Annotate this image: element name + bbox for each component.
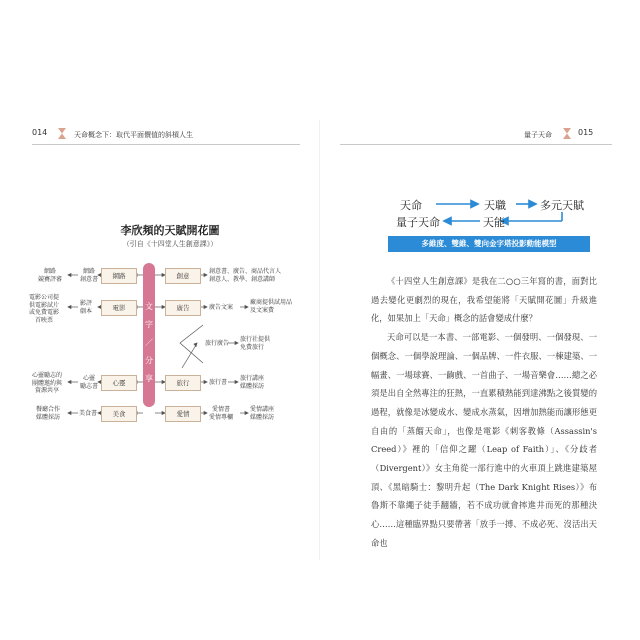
right-far-love: 愛情講座 媒體採訪 (250, 406, 275, 421)
flow-tianneng: 天能 (483, 216, 505, 229)
center-char-4: 分 (145, 356, 153, 365)
right-box-love: 愛情 (165, 406, 201, 422)
row1-outer: 網路 競賽評審 (38, 268, 63, 283)
row2-box: 電影 (101, 300, 137, 316)
right-box-creative: 創意 (165, 268, 201, 284)
row4-mid: 美食書 (79, 410, 98, 417)
row4-box: 美食 (101, 406, 137, 422)
paragraph-2: 天命可以是一本書、一部電影、一個發明、一個發現、一個概念、一個學說理論、一個品牌、一件衣服、一棟建築、一幅畫、一場球賽、一齣戲、一首曲子、一場音樂會……總之必須是出自全然專注的狂熱，一直累積熱能到達沸點之後質變的過程，就像是冰變成水、變成水蒸氣，因增加熱能而讓形態更自由的「蒸餾天命」，也像是電影《刺客教條（Assassin's Creed）》裡的「信仰之躍（Leap of Faith）」、《分歧者（Divergent）》女主角從一部行進中的火車頂上跳進建築屋頂、《黑暗騎士：黎明升起（The Dark Knight Rises）》布魯斯不靠繩子徒手翻牆，若不成功就會摔進井而死的那種決心……這種臨界點只要帶著「放手一搏、不成必死、沒活出天命也 (371, 332, 597, 548)
row2-mid: 影評 劇本 (80, 300, 93, 315)
hourglass-icon (58, 128, 66, 139)
flow-multi-talent: 多元天賦 (540, 199, 584, 212)
left-header-rule (32, 144, 300, 145)
right-far-travel-ad: 旅行社提供 免費旅行 (240, 336, 271, 351)
row2-outer: 電影公司提 供電影試片 或免費電影 首映票 (29, 294, 60, 324)
center-char-1: 文 (145, 302, 153, 311)
right-header-rule (340, 144, 612, 145)
center-char-5: 享 (145, 374, 153, 383)
flow-quantum-tianming: 量子天命 (396, 216, 440, 229)
right-text-creative: 創意書、廣告、商品代言人 創意人、教學、創意講師 (209, 268, 282, 283)
flow-tianming: 天命 (400, 199, 422, 212)
model-banner: 多維度、雙維、雙向金字塔投影動能模型 (388, 236, 590, 252)
right-box-travel: 旅行 (165, 375, 201, 391)
diagram-title: 李欣頻的天賦開花圖 (120, 224, 220, 237)
right-running-title: 量子天命 (524, 131, 552, 139)
right-page-number: 015 (578, 128, 594, 137)
right-text-travel: 旅行書 (209, 379, 228, 386)
right-text-ad: 廣告文案 (209, 304, 234, 311)
center-bar (143, 263, 155, 407)
right-far-travel: 旅行講座 媒體採訪 (240, 375, 265, 390)
row3-outer: 心靈勵志的 團體邀約與 資源共享 (32, 372, 63, 394)
diagram-subtitle: （引自《十四堂人生創意課》） (122, 240, 218, 248)
right-box-ad: 廣告 (165, 300, 201, 316)
hourglass-icon (563, 128, 571, 139)
right-text-love: 愛情書 愛情專欄 (209, 406, 234, 421)
row3-box: 心靈 (101, 375, 137, 391)
row1-mid: 網路 創意書 (80, 268, 99, 283)
center-char-2: 字 (145, 320, 153, 329)
row4-outer: 餐廳合作 媒體採訪 (36, 406, 61, 421)
left-page-number: 014 (32, 128, 48, 137)
left-running-title: 天命概念下：取代平面價值的斜槓人生 (74, 131, 193, 139)
row3-mid: 心靈 勵志書 (80, 375, 99, 390)
flow-tianzhi: 天職 (484, 199, 506, 212)
row1-box: 網路 (101, 268, 137, 284)
paragraph-1: 《十四堂人生創意課》是我在二○○三年寫的書，面對比過去變化更劇烈的現在，我希望能將「天賦開花圖」升級進化，如果加上「天命」概念的話會變成什麼？ (371, 276, 597, 324)
right-text-travel-ad: 旅行廣告 (205, 340, 230, 347)
right-far-ad: 廠商提供試用品 及文案費 (250, 299, 293, 314)
center-char-3: ／ (145, 338, 153, 347)
body-text (371, 272, 597, 553)
